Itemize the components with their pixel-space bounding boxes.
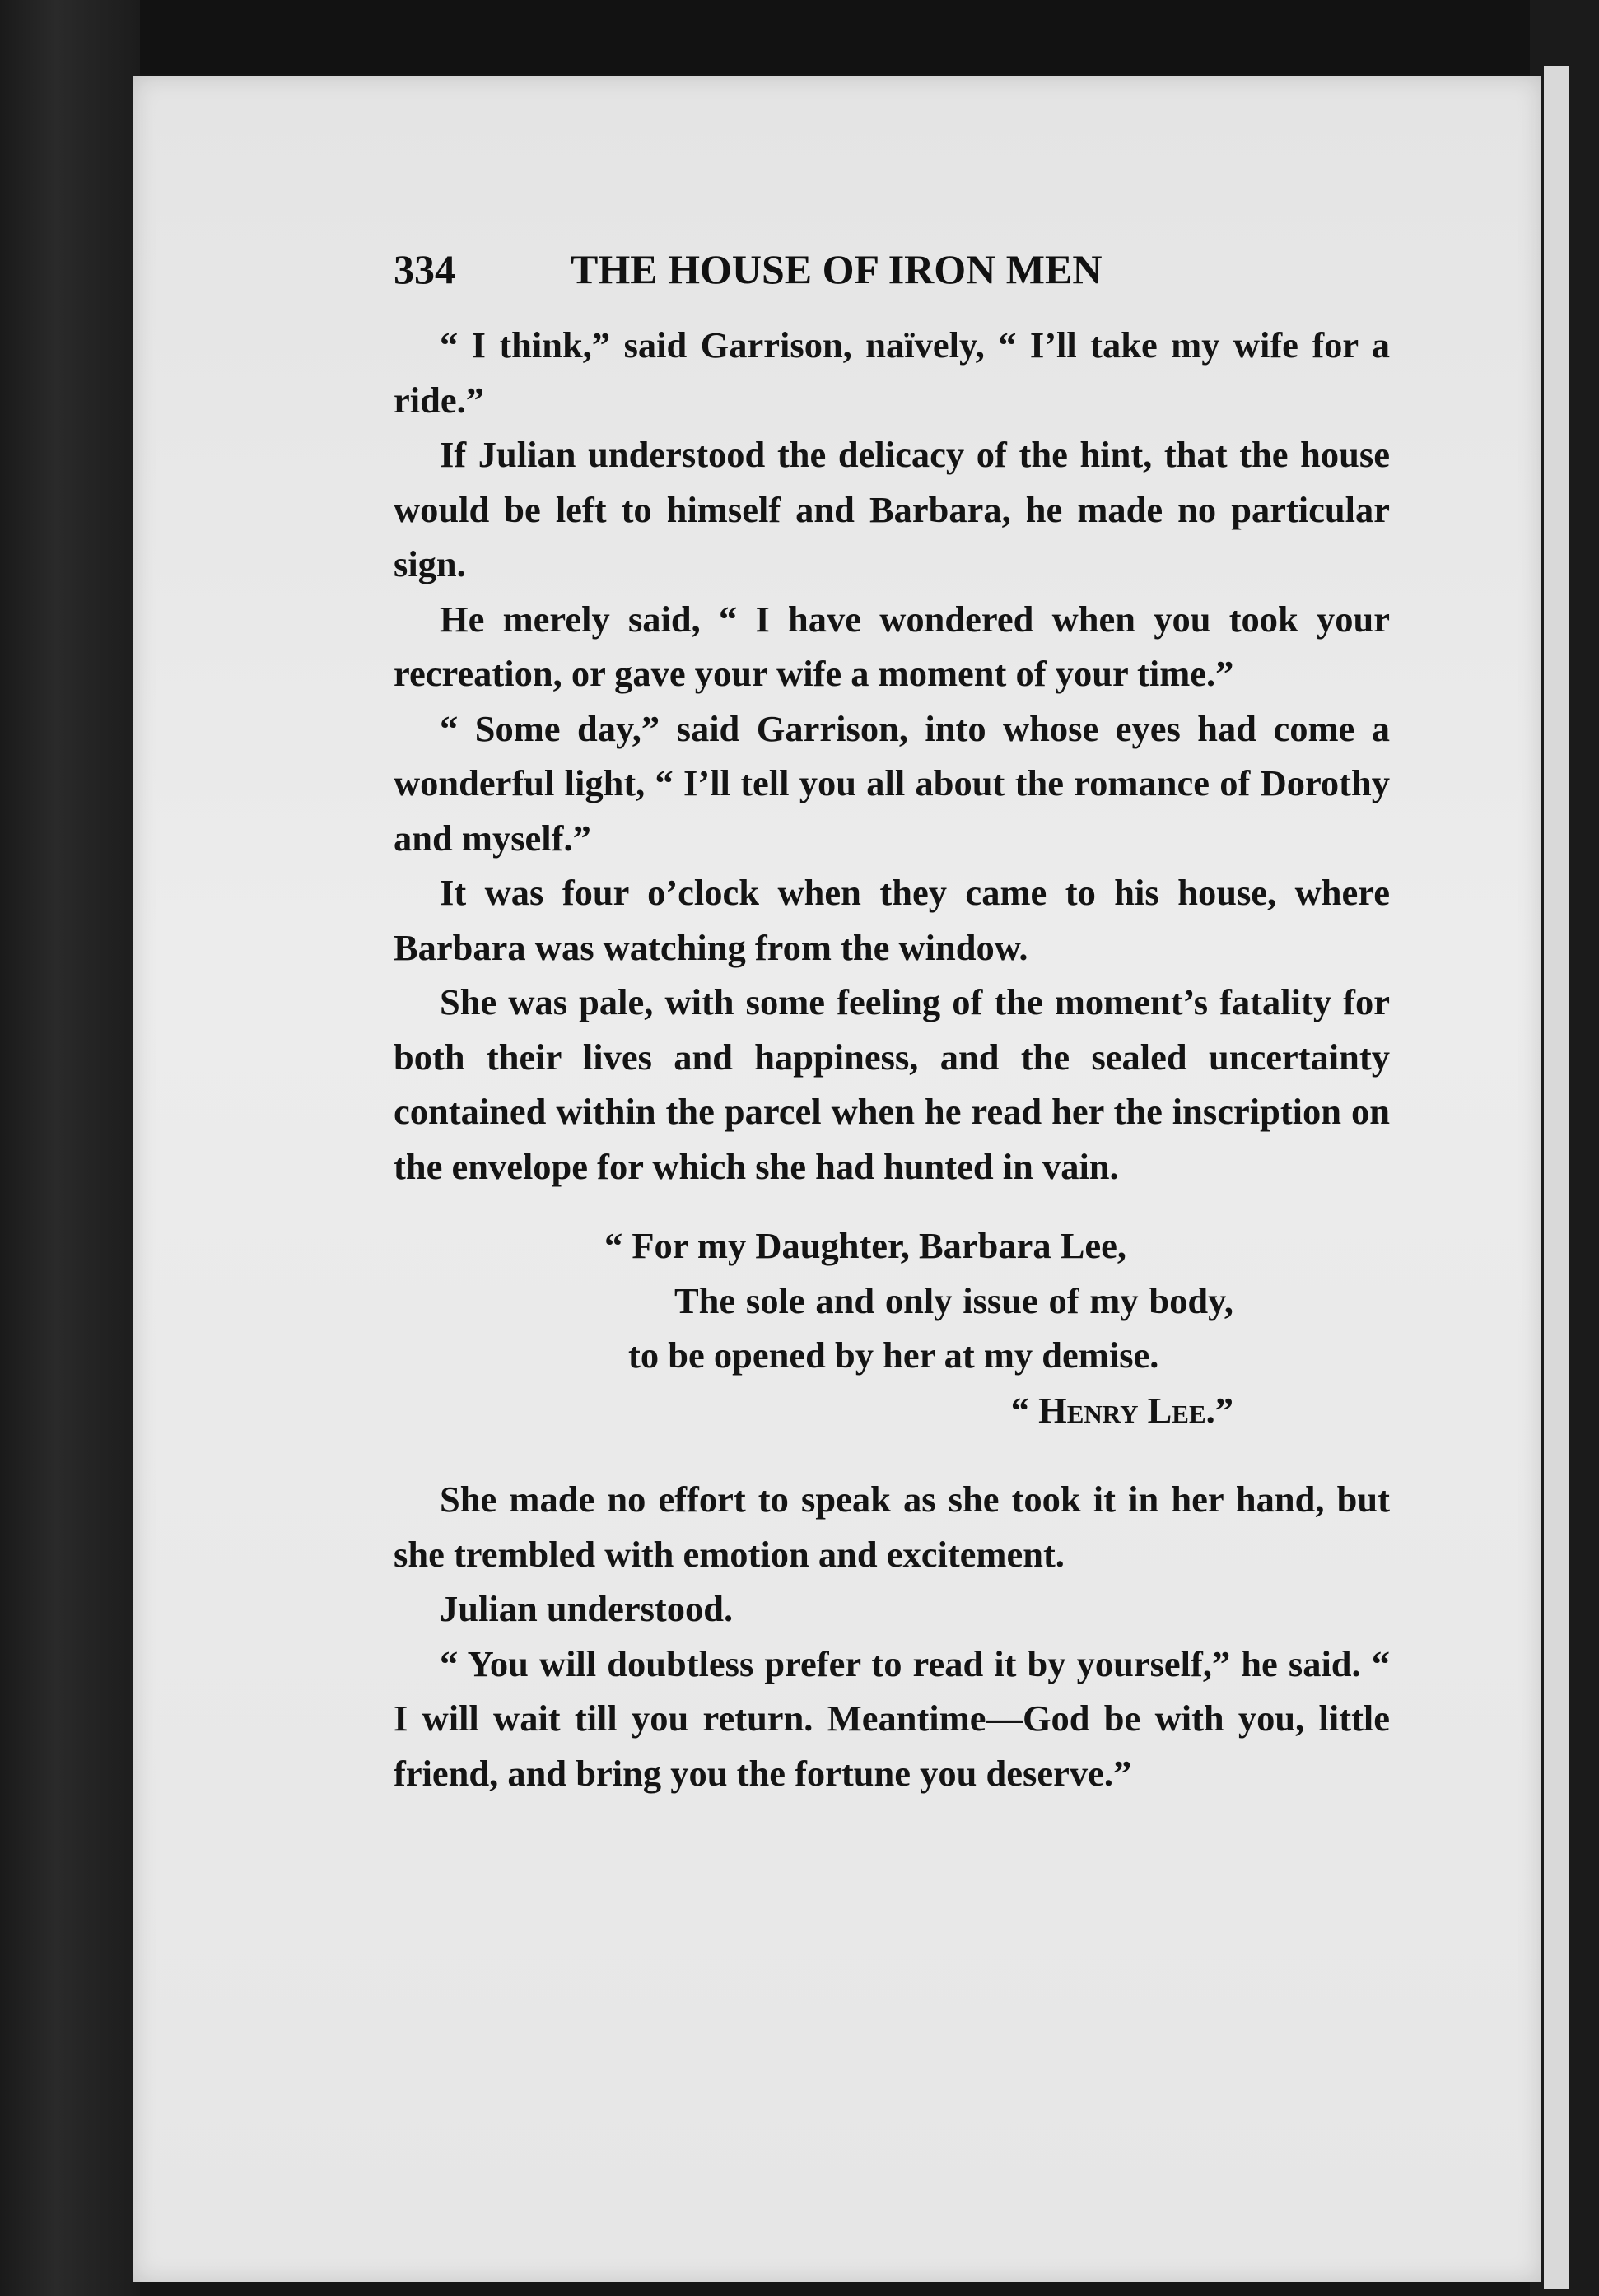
paragraph: She was pale, with some feeling of the moment’s fatality for both their lives and happiness, and the sealed uncertainty contained within the parcel when he read her the inscription on the envelope for which she had hunted in vain.	[394, 981, 1390, 1187]
film-border-left	[0, 0, 140, 2296]
paragraph: “ I think,” said Garrison, naïvely, “ I’ll take my wife for a ride.”	[394, 324, 1390, 421]
paragraph: He merely said, “ I have wondered when you took your recreation, or gave your wife a moment of your time.”	[394, 598, 1390, 694]
inscription-first-line: “ For my Daughter, Barbara Lee,	[604, 1225, 1127, 1266]
running-title: THE HOUSE OF IRON MEN	[571, 246, 1103, 292]
page-number: 334	[394, 246, 455, 292]
adjacent-page-edge	[1544, 66, 1569, 2289]
paragraph: She made no effort to speak as she took it in her hand, but she trembled with emotion and excitement.	[394, 1479, 1390, 1575]
paragraph: Julian understood.	[440, 1588, 734, 1629]
paragraph: If Julian understood the delicacy of the hint, that the house would be left to himself and Barbara, he made no particular sign.	[394, 434, 1390, 584]
paragraph: “ You will doubtless prefer to read it by yourself,” he said. “ I will wait till you return. Meantime—God be with you, little friend, and bring you the fortune you deserve.”	[394, 1642, 1390, 1794]
page-text	[394, 318, 1390, 1800]
inscription-signature: “ Henry Lee.”	[1010, 1389, 1233, 1431]
paragraph: “ Some day,” said Garrison, into whose eyes had come a wonderful light, “ I’ll tell you all about the romance of Dorothy and myself.”	[394, 707, 1390, 859]
paragraph: It was four o’clock when they came to his house, where Barbara was watching from the window.	[394, 872, 1390, 968]
inscription-body: The sole and only issue of my body, to be opened by her at my demise.	[628, 1279, 1233, 1376]
envelope-inscription	[394, 1218, 1233, 1437]
running-header	[394, 245, 1217, 293]
film-border-top	[0, 0, 1599, 74]
